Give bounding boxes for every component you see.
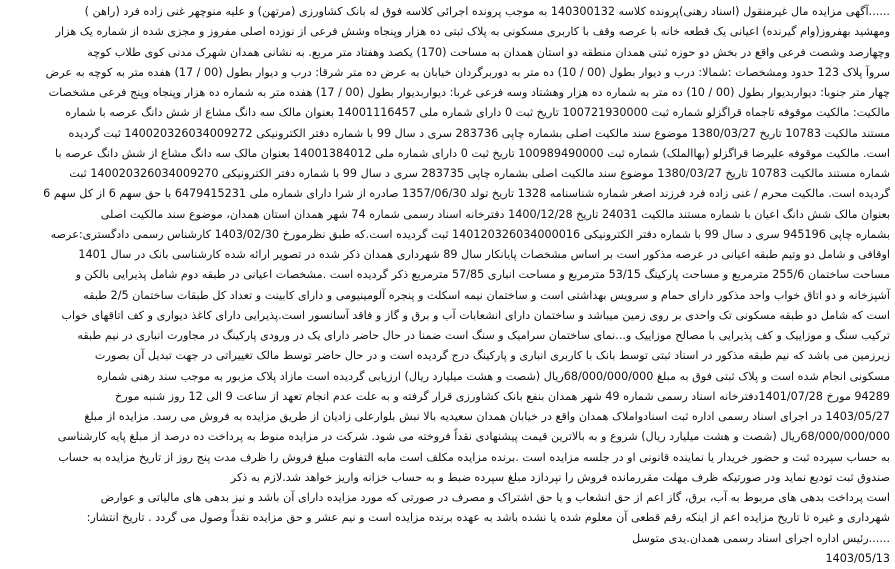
notice-line-5: چهار متر جنوبا: دیواربدیوار بطول (00 / 10) ده متر به شماره ده هزار وهشتاد وسه فرعی غربا: دیواربدیوار بطول (00 / 17) هفده متر به شماره ده هزار وپنجاه وپنج فرعی مشخصات (48, 86, 890, 99)
notice-line-19: مسکونی انجام شده است و پلاک ثبتی فوق به مبلغ 68/000/000/000ریال (شصت و هشت میلیارد ریال) ارزیابی گردیده است مازاد پلاک مزبور به موجب سند رهنی شماره (96, 369, 890, 383)
notice-line-26: شهرداری و غیره تا تاریخ مزایده اعم از اینکه رقم قطعی آن معلوم شده یا نشده باشد به عهده برنده مزایده است و نیم عشر و حق مزایده نقداً وصول می گردد . تاریخ انتشار: (86, 511, 890, 525)
notice-line-15: آشپزخانه و دو اتاق خواب واحد مذکور دارای حمام و سرویس بهداشتی است و ساختمان نیمه اسکلت و پنجره آلومینیومی و دارای کابینت و تعداد کل طبقات ساختمان 2/5 طبقه (83, 288, 890, 302)
notice-line-16: است که شامل دو طبقه مسکونی تک واحدی بر روی زمین میباشد و ساختمان دارای انشعابات آب و برق و گاز و فاقد آسانسور است.پذیرایی دارای کاغذ دیواری و کف اتاقهای خواب (61, 308, 890, 322)
notice-line-4: سروآ پلاک 123 حدود ومشخصات :شمالا: درب و دیوار بطول (00 / 10) ده متر به دوربرگردان خیابان به عرض ده متر شرقا: درب و دیوار بطول (00 / 17) هفده متر به کوچه به عرض (45, 65, 890, 79)
auction-notice (5, 2, 890, 565)
notice-line-1: ......آگهی مزایده مال غیرمنقول (اسناد رهنی)پرونده کلاسه 140300132 به موجب پرونده اجرائی کلاسه فوق له بانک کشاورزی (مرتهن) و علیه منوچهر غنی زاده فرد (راهن ) (84, 5, 890, 18)
notice-line-13: اوقافی و شامل دو وتیم طبقه اعیانی در عرصه مذکور است بر اساس مشخصات پایانکار سال 89 شهرداری همدان ذکر شده در تصویر ارائه شده کارشناسی بانک در سال 1401 (78, 248, 890, 261)
publish-date-value: 1403/05/13 (825, 551, 890, 565)
notice-line-20: 94289 مورخ 1401/07/28دفترخانه اسناد رسمی شماره 49 شهر همدان بنفع بانک کشاورزی قرار گرفته و به علت عدم انجام تعهد از ساعت 9 الی 12 روز شنبه مورخ (115, 389, 890, 403)
notice-line-7: مستند مالکیت 10783 تاریخ 1380/03/27 موضوع سند مالکیت اصلی بشماره چاپی 283736 سری د سال 99 با شماره دفتر الکترونیکی 140020326034009272 ثبت گردیده (68, 126, 890, 140)
notice-line-22: 68/000/000/000ریال (شصت و هشت میلیارد ریال) شروع و به بالاترین قیمت پیشنهادی نقداً فروخته می شود. شرکت در مزایده منوط به پرداخت ده درصد از مبلغ پایه کارشناسی (57, 430, 890, 444)
notice-line-2: ومهشید بهفروز(وام گیرنده) اعیانی یک قطعه خانه با عرصه وقف با کاربری مسکونی به پلاک ثبتی ده هزار وپنجاه وشش فرعی از نوزده اصلی مفروز و مجزی شده از شماره یک هزار (55, 25, 890, 39)
notice-line-24: صندوق ثبت تودیع نماید ودر صورتیکه ظرف مهلت مقررمانده فروش را نپردازد مبلغ سپرده ضبط و به حساب خزانه واریز خواهد شد.لازم به ذکر (230, 470, 890, 484)
notice-line-18: زیرزمین می باشد که نیم طبقه مذکور در اسناد ثبتی توسط بانک با کاربری انباری و پارکینگ درج گردیده است و در حال حاضر توسط مالک تغییراتی در جهت تبدیل آن بصورت (94, 349, 890, 363)
notice-line-14: مساحت ساختمان 255/6 مترمربع و مساحت پارکینگ 53/15 مترمربع و مساحت انباری 57/85 مترمربع ذکر گردیده است .مشخصات اعیانی در طبقه دوم شامل پذیرایی بالکن و (75, 268, 890, 282)
notice-line-17: ترکیب سنگ و موزاییک و کف پذیرایی با مصالح موزاییک و...نمای ساختمان سرامیک و سنگ است ضمنا در حال حاضر دارای یک در ورودی پارکینگ در مجاورت انباری در نیم طبقه (77, 329, 890, 342)
notice-line-6: مالکیت: مالکیت موقوفه تاجماه قراگزلو شماره ثبت 100721930000 تاریخ ثبت 0 دارای شماره ملی 14001116457 بعنوان مالک سه دانگ مشاع از شش دانگ عرصه با شماره (65, 106, 890, 120)
notice-line-23: به حساب سپرده ثبت و حضور خریدار یا نماینده قانونی او در جلسه مزایده است .برنده مزایده مکلف است مابه التفاوت مبلغ فروش را ظرف مدت پنج روز از تاریخ مزایده به حساب (58, 450, 890, 464)
notice-line-25: است پرداخت بدهی های مربوط به آب، برق، گاز اعم از حق انشعاب و یا حق اشتراک و مصرف در صورتی که مورد مزایده دارای آن باشد و نیز بدهی های مالیاتی و عوارض (100, 491, 890, 504)
notice-line-8: است. مالکیت موقوفه علیرضا قراگزلو (بهاالملک) شماره ثبت 100989490000 تاریخ ثبت 0 دارای شماره ملی 14001384012 بعنوان مالک سه دانگ مشاع از شش دانگ عرصه با (55, 146, 890, 160)
notice-line-10: گردیده است. مالکیت محرم / غنی زاده فرد فرزند اصغر شماره شناسنامه 1328 تاریخ تولد 1357/06/30 صادره از شرا دارای شماره ملی 6479415231 با حق سهم 6 از کل سهم 6 (43, 187, 890, 201)
notice-line-3: وچهارصد وشصت فرعی واقع در بخش دو حوزه ثبتی همدان منطقه دو استان همدان به مساحت (170) یکصد وهفتاد متر مربع. به نشانی همدان شهرک مدنی کوی طلاب کوچه (87, 45, 890, 59)
publish-date (5, 549, 890, 569)
notice-line-9: شماره مستند مالکیت 10783 تاریخ 1380/03/27 موضوع سند مالکیت اصلی بشماره چاپی 283735 سری د سال 99 با شماره دفتر الکترونیکی 140020326034009270 ثبت (69, 167, 890, 180)
notice-line-21: 1403/05/27 در اجرای اسناد رسمی اداره ثبت اسنادواملاک همدان واقع در خیابان همدان سعیدیه بالا نبش بلوارعلی زادیان از طریق مزایده به فروش می رسد. مزایده از مبلغ (84, 410, 890, 423)
notice-signature-line: ......رئیس اداره اجرای اسناد رسمی همدان.یدی متوسل (631, 531, 890, 545)
notice-line-12: بشماره چاپی 945196 سری د سال 99 با شماره دفتر الکترونیکی 140120326034000016 ثبت گردیده است.که طبق نظرمورخ 1403/02/30 کارشناس رسمی دادگستری:عرصه (50, 227, 890, 241)
notice-line-11: بعنوان مالک شش دانگ اعیان با شماره مستند مالکیت 24031 تاریخ 1400/12/28 دفترخانه اسناد رسمی شماره 74 شهر همدان استان همدان، موضوع سند مالکیت اصلی (100, 207, 890, 221)
